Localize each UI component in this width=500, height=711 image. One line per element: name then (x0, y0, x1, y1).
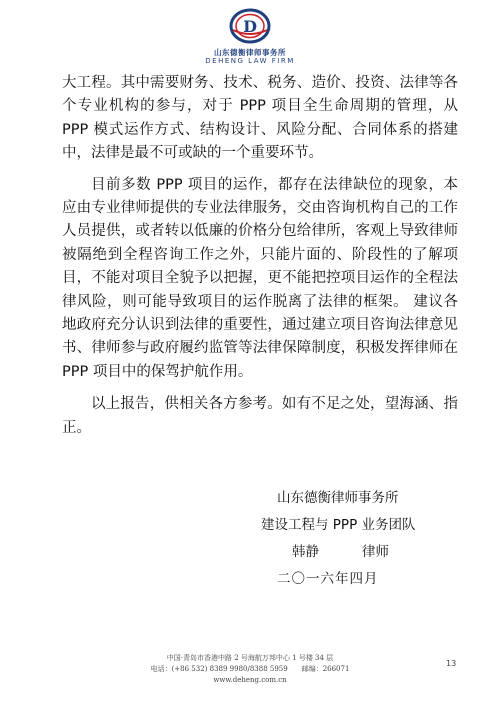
page-number: 13 (446, 659, 457, 668)
report-body (62, 72, 458, 440)
body-paragraph-3: 以上报告，供相关各方参考。如有不足之处，望海涵、指正。 (62, 396, 458, 436)
signature-author-title: 律师 (362, 544, 389, 560)
signature-team: 建设工程与 PPP 业务团队 (261, 517, 416, 533)
firm-name-en: DEHENG LAW FIRM (205, 57, 295, 65)
page-header (0, 6, 500, 68)
signature-firm: 山东德衡律师事务所 (277, 490, 399, 506)
logo-letter: D (243, 17, 257, 36)
footer-contact: 电话：(+86 532) 8389 9980/8388 5959 邮编：266071 (150, 665, 350, 673)
page-footer (0, 653, 500, 686)
deheng-logo-icon (229, 8, 271, 44)
footer-website[interactable]: www.deheng.com.cn (213, 676, 287, 684)
signature-date: 二〇一六年四月 (277, 571, 379, 587)
firm-name-cn: 山东德衡律师事务所 (214, 48, 286, 57)
footer-address: 中国·青岛市香港中路 2 号海航万邦中心 1 号楼 34 层 (166, 654, 334, 662)
body-paragraph-2: 目前多数 PPP 项目的运作，都存在法律缺位的现象，本应由专业律师提供的专业法律服务，交由咨询机构自己的工作人员提供，或者转以低廉的价格分包给律所，客观上导致律师被隔绝到全程咨询工作之外，只能片面的、阶段性的了解项目，不能对项目全貌予以把握，更不能把控项目运作的全程法律风险，则可能导致项目的运作脱离了法律的框架。 建议各地政府充分认识到法律的重要性，通过建立项目咨询法律意见书、律师参与政府履约监管等法律保障制度，积极发挥律师在 PPP 项目中的保驾护航作用。 (62, 176, 458, 380)
body-paragraph-1: 大工程。其中需要财务、技术、税务、造价、投资、法律等各个专业机构的参与，对于 PPP 项目全生命周期的管理，从 PPP 模式运作方式、结构设计、风险分配、合同体系的搭建中，法律是最不可或缺的一个重要环节。 (62, 75, 458, 162)
signature-author-name: 韩静 (292, 544, 319, 560)
